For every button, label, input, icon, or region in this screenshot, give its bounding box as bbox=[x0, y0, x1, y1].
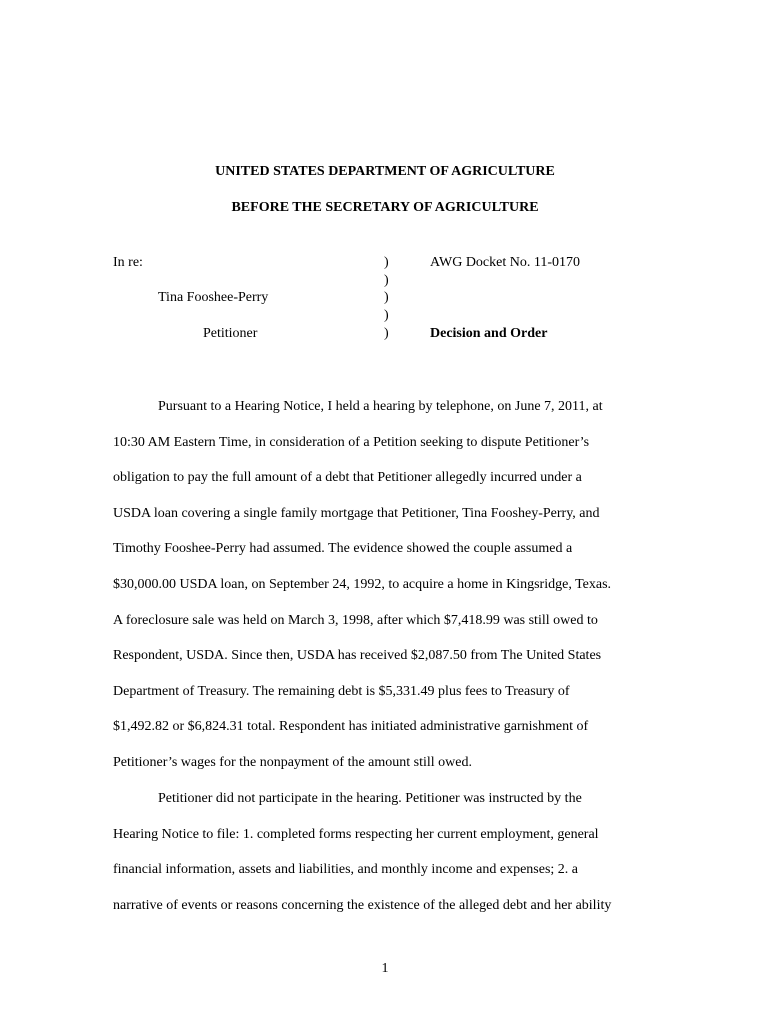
agency-heading: UNITED STATES DEPARTMENT OF AGRICULTURE bbox=[215, 164, 555, 179]
text-line: Petitioner did not participate in the hearing. Petitioner was instructed by the bbox=[158, 791, 582, 806]
caption-paren: ) bbox=[384, 255, 389, 270]
in-re-label: In re: bbox=[113, 255, 143, 270]
text-line: 10:30 AM Eastern Time, in consideration of a Petition seeking to dispute Petitioner’s bbox=[113, 434, 590, 450]
text-line: financial information, assets and liabilities, and monthly income and expenses; 2. a bbox=[113, 862, 578, 878]
caption-paren: ) bbox=[384, 273, 389, 288]
text-line: Timothy Fooshee-Perry had assumed. The evidence showed the couple assumed a bbox=[113, 541, 573, 557]
text-line: Department of Treasury. The remaining debt is $5,331.49 plus fees to Treasury of bbox=[113, 683, 570, 699]
text-line: USDA loan covering a single family mortgage that Petitioner, Tina Fooshey-Perry, and bbox=[113, 505, 600, 521]
page-number: 1 bbox=[381, 961, 389, 976]
text-line: Hearing Notice to file: 1. completed forms respecting her current employment, general bbox=[113, 826, 599, 842]
text-line: obligation to pay the full amount of a debt that Petitioner allegedly incurred under a bbox=[113, 470, 582, 486]
tribunal-heading: BEFORE THE SECRETARY OF AGRICULTURE bbox=[231, 200, 539, 215]
paragraph-1 bbox=[113, 397, 673, 789]
text-line: narrative of events or reasons concerning the existence of the alleged debt and her ability bbox=[113, 897, 612, 913]
caption-paren: ) bbox=[384, 308, 389, 323]
docket-number: AWG Docket No. 11-0170 bbox=[430, 255, 580, 270]
text-line: Petitioner’s wages for the nonpayment of the amount still owed. bbox=[113, 754, 473, 770]
caption-paren: ) bbox=[384, 290, 389, 305]
document-title: Decision and Order bbox=[430, 326, 548, 341]
text-line: $1,492.82 or $6,824.31 total. Respondent has initiated administrative garnishment of bbox=[113, 719, 589, 735]
paragraph-2 bbox=[113, 789, 673, 931]
text-line: $30,000.00 USDA loan, on September 24, 1992, to acquire a home in Kingsridge, Texas. bbox=[113, 576, 612, 592]
text-line: Pursuant to a Hearing Notice, I held a hearing by telephone, on June 7, 2011, at bbox=[158, 399, 603, 414]
party-name: Tina Fooshee-Perry bbox=[158, 290, 269, 305]
caption-paren: ) bbox=[384, 326, 389, 341]
text-line: A foreclosure sale was held on March 3, 1998, after which $7,418.99 was still owed to bbox=[113, 612, 598, 628]
party-role: Petitioner bbox=[203, 326, 258, 341]
text-line: Respondent, USDA. Since then, USDA has received $2,087.50 from The United States bbox=[113, 648, 602, 664]
